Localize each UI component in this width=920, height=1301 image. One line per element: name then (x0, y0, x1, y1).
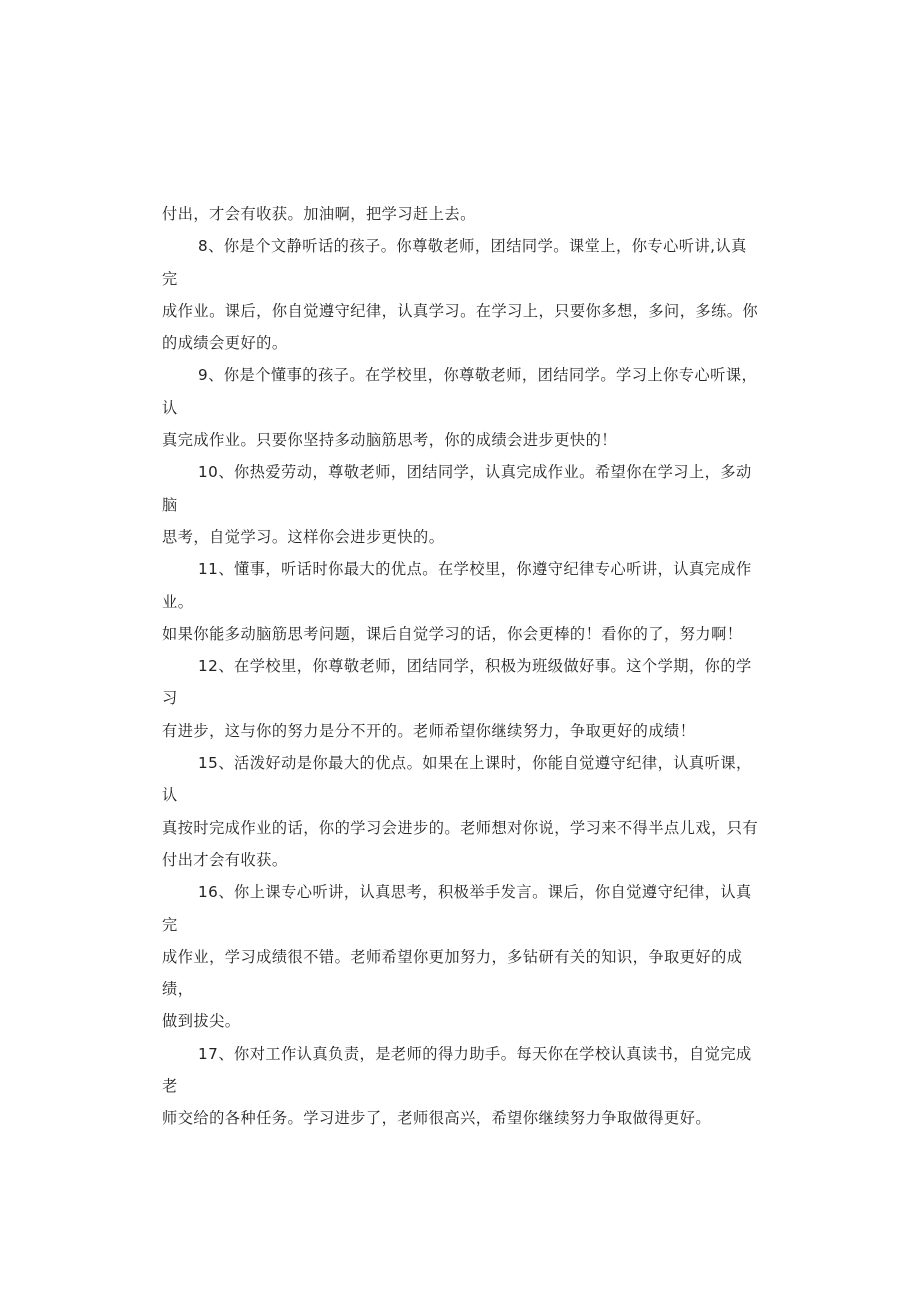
comment-15: 15、活泼好动是你最大的优点。如果在上课时，你能自觉遵守纪律，认真听课，认 真按时完成作业的话，你的学习会进步的。老师想对你说，学习来不得半点儿戏，只有 付出才会有收获。 (162, 754, 759, 869)
comment-12: 12、在学校里，你尊敬老师，团结同学，积极为班级做好事。这个学期，你的学习 有进步，这与你的努力是分不开的。老师希望你继续努力，争取更好的成绩！ (162, 657, 752, 740)
comment-17: 17、你对工作认真负责，是老师的得力助手。每天你在学校认真读书，自觉完成老 师交给的各种任务。学习进步了，老师很高兴，希望你继续努力争取做得更好。 (162, 1044, 752, 1128)
comment-8: 8、你是个文静听话的孩子。你尊敬老师，团结同学。课堂上，你专心听讲,认真完 成作业。课后，你自觉遵守纪律，认真学习。在学习上，只要你多想，多问，多练。你 的成绩会更好的。 (162, 237, 759, 353)
comment-16: 16、你上课专心听讲，认真思考，积极举手发言。课后，你自觉遵守纪律，认真完 成作业，学习成绩很不错。老师希望你更加努力，多钻研有关的知识，争取更好的成绩， 做到拔尖。 (162, 883, 752, 1031)
comment-11: 11、懂事，听话时你最大的优点。在学校里，你遵守纪律专心听讲，认真完成作业。 如果你能多动脑筋思考问题，课后自觉学习的话，你会更棒的！看你的了，努力啊！ (162, 560, 752, 643)
document-body (162, 198, 762, 1135)
paragraph-continuation: 付出，才会有收获。加油啊，把学习赶上去。 (162, 205, 476, 223)
comment-10: 10、你热爱劳动，尊敬老师，团结同学，认真完成作业。希望你在学习上，多动脑 思考，自觉学习。这样你会进步更快的。 (162, 463, 752, 546)
comment-9: 9、你是个懂事的孩子。在学校里，你尊敬老师，团结同学。学习上你专心听课，认 真完成作业。只要你坚持多动脑筋思考，你的成绩会进步更快的！ (162, 366, 758, 450)
